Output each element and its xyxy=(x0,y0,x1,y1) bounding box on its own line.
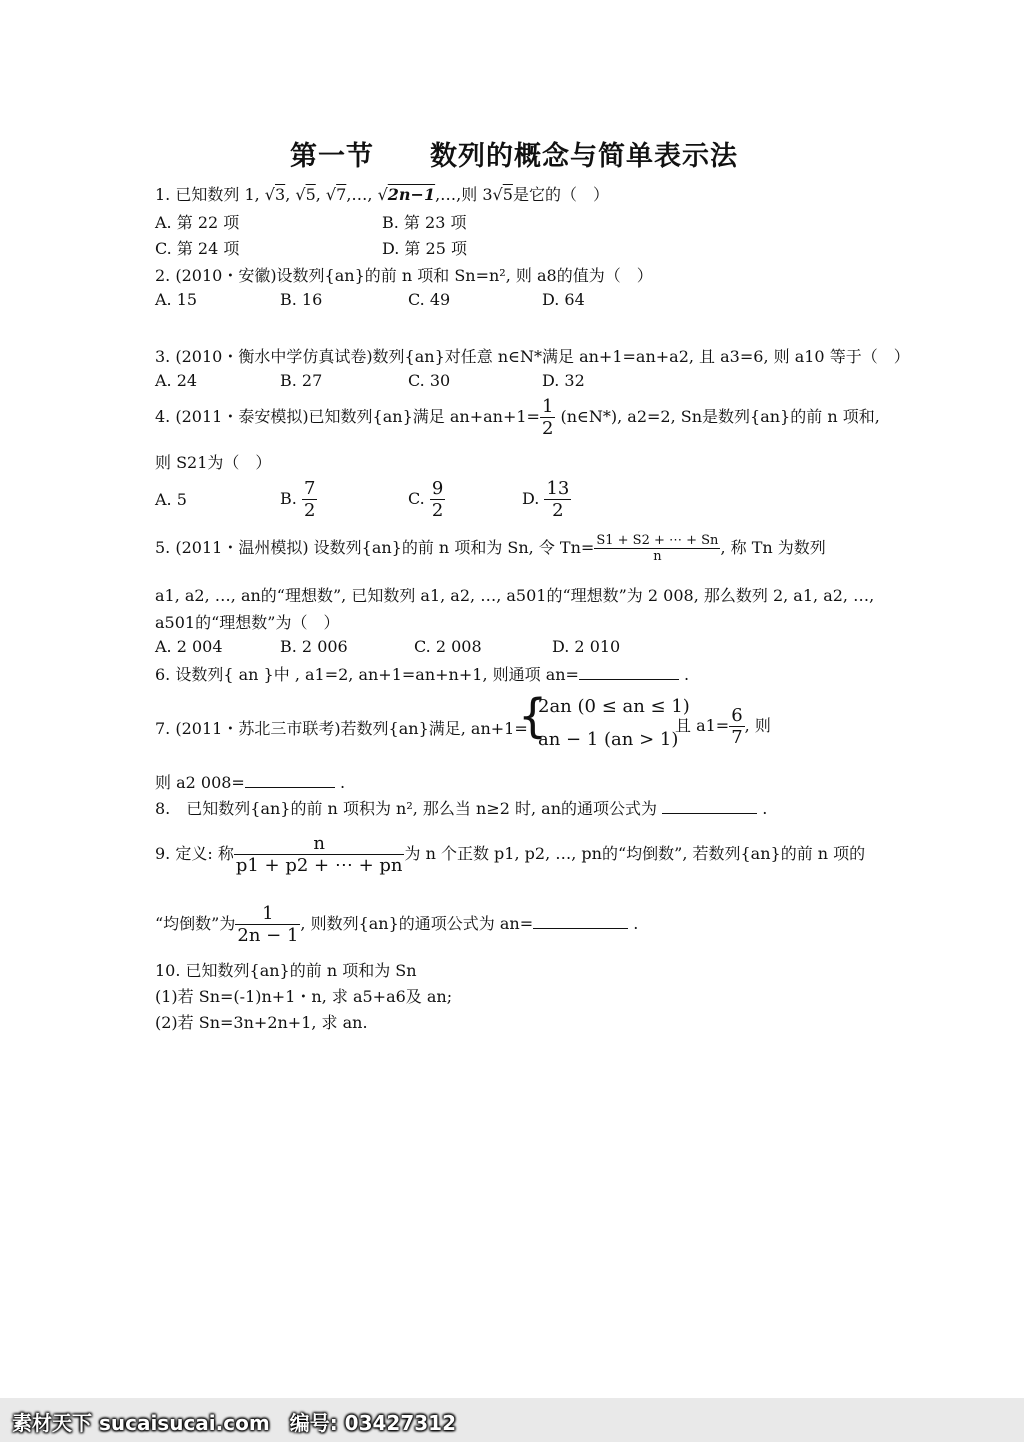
question-5: 5. (2011・温州模拟) 设数列{an}的前 n 项和为 Sn, 令 Tn= $\frac{S1 + S2 + \cdots + Sn}{n}$ , 称 Tn 为数列 xyxy=(155,533,826,564)
question-5-line-3: a501的“理想数”为（ ） xyxy=(155,613,340,632)
q5-option-c: C. 2 008 xyxy=(414,637,482,656)
q2-option-c: C. 49 xyxy=(408,290,451,309)
question-4-line-2: 则 S21为（ ） xyxy=(155,453,272,472)
q5-option-b: B. 2 006 xyxy=(280,637,348,656)
q1-option-a: A. 第 22 项 xyxy=(155,213,240,232)
question-7: 7. (2011・苏北三市联考)若数列{an}满足, an+1= xyxy=(155,719,528,738)
q3-option-b: B. 27 xyxy=(280,371,323,390)
q3-option-c: C. 30 xyxy=(408,371,451,390)
question-10: 10. 已知数列{an}的前 n 项和为 Sn xyxy=(155,961,417,980)
answer-blank xyxy=(662,799,757,814)
answer-blank xyxy=(533,914,628,929)
q2-option-d: D. 64 xyxy=(542,290,585,309)
page-title: 第一节 数列的概念与简单表示法 xyxy=(290,141,738,172)
question-7-line-2: 则 a2 008= . xyxy=(155,773,346,792)
question-3: 3. (2010・衡水中学仿真试卷)数列{an}对任意 n∈N*满足 an+1=an+a2, 且 a3=6, 则 a10 等于（ ） xyxy=(155,347,910,366)
q2-option-b: B. 16 xyxy=(280,290,323,309)
q1-option-b: B. 第 23 项 xyxy=(382,213,467,232)
question-9-line-2: “均倒数”为 $\frac{1}{2n - 1}$ , 则数列{an}的通项公式为 an= . xyxy=(155,903,639,946)
q3-option-a: A. 24 xyxy=(155,371,198,390)
q4-option-c: C. $\frac{9}{2}$ xyxy=(408,478,444,521)
answer-blank xyxy=(579,665,679,680)
q3-option-d: D. 32 xyxy=(542,371,585,390)
question-7-tail: 且 a1= $\frac{6}{7}$ , 则 xyxy=(675,705,771,748)
question-5-line-2: a1, a2, …, an的“理想数”, 已知数列 a1, a2, …, a501的“理想数”为 2 008, 那么数列 2, a1, a2, …, xyxy=(155,586,875,605)
q4-option-a: A. 5 xyxy=(155,490,187,509)
q4-option-b: B. $\frac{7}{2}$ xyxy=(280,478,316,521)
q5-option-d: D. 2 010 xyxy=(552,637,621,656)
question-2: 2. (2010・安徽)设数列{an}的前 n 项和 Sn=n², 则 a8的值为（ ） xyxy=(155,266,653,285)
question-6: 6. 设数列{ an }中 , a1=2, an+1=an+n+1, 则通项 an= . xyxy=(155,665,690,684)
q5-option-a: A. 2 004 xyxy=(155,637,223,656)
q4-option-d: D. $\frac{13}{2}$ xyxy=(522,478,570,521)
answer-blank xyxy=(245,773,335,788)
q2-option-a: A. 15 xyxy=(155,290,198,309)
piecewise-brace: { xyxy=(518,689,548,743)
question-4: 4. (2011・泰安模拟)已知数列{an}满足 an+an+1= $\frac{1}{2}$ (n∈N*), a2=2, Sn是数列{an}的前 n 项和, xyxy=(155,396,880,439)
watermark-text: 素材天下 sucaisucai.com 编号: 03427312 xyxy=(12,1411,456,1435)
q1-option-d: D. 第 25 项 xyxy=(382,239,467,258)
question-8: 8. 已知数列{an}的前 n 项积为 n², 那么当 n≥2 时, an的通项公式为 . xyxy=(155,799,768,818)
question-10-part-1: (1)若 Sn=(-1)n+1・n, 求 a5+a6及 an; xyxy=(155,987,453,1006)
question-10-part-2: (2)若 Sn=3n+2n+1, 求 an. xyxy=(155,1013,368,1032)
question-9: 9. 定义: 称 $\frac{n}{p1 + p2 + \cdots + pn}$ 为 n 个正数 p1, p2, …, pn的“均倒数”, 若数列{an}的前 n 项的 xyxy=(155,833,866,876)
question-1: 1. 已知数列 1, √3, √5, √7,…, √2n−1,…,则 3√5是它的（ ） xyxy=(155,185,609,204)
piecewise-case-1: 2an (0 ≤ an ≤ 1) xyxy=(538,696,690,717)
q1-option-c: C. 第 24 项 xyxy=(155,239,240,258)
piecewise-case-2: an − 1 (an > 1) xyxy=(538,729,679,750)
q4-fraction: $\frac{1}{2}$ xyxy=(541,396,554,439)
